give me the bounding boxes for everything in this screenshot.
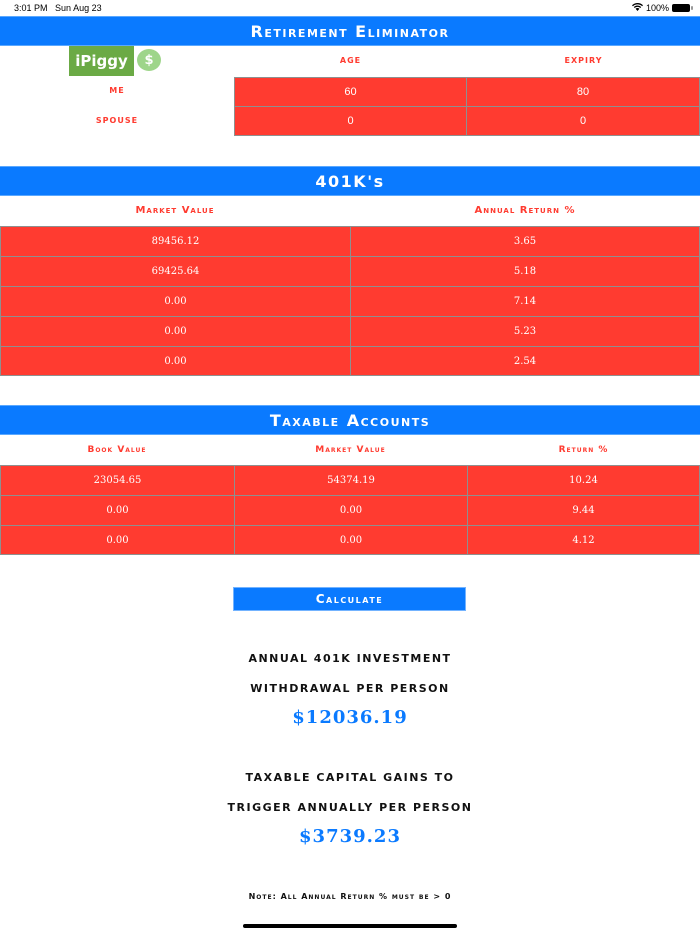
taxable-return-input-1[interactable]: 10.24: [467, 465, 700, 496]
dollar-icon: $: [144, 52, 154, 68]
logo-text: iPiggy: [75, 52, 128, 70]
calculate-button[interactable]: [233, 587, 466, 611]
401k-section-title: 401K's: [315, 171, 385, 191]
401k-market-value-input-4[interactable]: 0.00: [0, 316, 351, 347]
status-right: [632, 3, 690, 13]
taxable-section-bar: [0, 405, 700, 435]
withdrawal-label-line-1: ANNUAL 401K INVESTMENT: [248, 652, 452, 665]
401k-market-value-header: Market Value: [135, 205, 215, 216]
taxable-market-value-input-3[interactable]: 0.00: [234, 525, 468, 555]
401k-annual-return-input-2[interactable]: 5.18: [350, 256, 700, 287]
taxable-section-title: Taxable Accounts: [269, 410, 431, 430]
401k-market-value-input-1[interactable]: 89456.12: [0, 226, 351, 257]
note-text: Note: All Annual Return % must be > 0: [248, 892, 452, 901]
app-title: Retirement Eliminator: [250, 21, 450, 41]
taxable-book-value-header: Book Value: [87, 445, 147, 455]
calculate-label: Calculate: [315, 592, 384, 606]
status-bar: [0, 0, 700, 16]
taxable-market-value-input-2[interactable]: 0.00: [234, 495, 468, 526]
taxable-book-value-input-1[interactable]: 23054.65: [0, 465, 235, 496]
401k-section-bar: [0, 166, 700, 196]
me-expiry-input[interactable]: 80: [466, 77, 700, 107]
spouse-age-input[interactable]: 0: [234, 106, 467, 136]
capital-gains-value: $3739.23: [299, 826, 401, 847]
date-text: Sun Aug 23: [55, 3, 102, 13]
401k-market-value-input-5[interactable]: 0.00: [0, 346, 351, 376]
withdrawal-value: $12036.19: [292, 707, 408, 728]
status-time: [14, 3, 102, 13]
taxable-return-input-3[interactable]: 4.12: [467, 525, 700, 555]
401k-annual-return-input-3[interactable]: 7.14: [350, 286, 700, 317]
spouse-label: SPOUSE: [95, 116, 139, 125]
home-indicator[interactable]: [243, 924, 457, 928]
401k-annual-return-input-1[interactable]: 3.65: [350, 226, 700, 257]
ipiggy-logo: [69, 46, 134, 76]
withdrawal-label-line-2: WITHDRAWAL PER PERSON: [250, 682, 450, 695]
401k-annual-return-input-5[interactable]: 2.54: [350, 346, 700, 376]
expiry-column-header: EXPIRY: [564, 56, 603, 65]
wifi-icon: [632, 3, 643, 13]
battery-icon: [672, 4, 690, 12]
401k-annual-return-input-4[interactable]: 5.23: [350, 316, 700, 347]
taxable-market-value-input-1[interactable]: 54374.19: [234, 465, 468, 496]
me-label: ME: [109, 86, 125, 95]
time-text: 3:01 PM: [14, 3, 48, 13]
401k-market-value-input-2[interactable]: 69425.64: [0, 256, 351, 287]
taxable-market-value-header: Market Value: [315, 445, 386, 455]
taxable-return-header: Return %: [558, 445, 609, 455]
401k-annual-return-header: Annual Return %: [474, 205, 576, 216]
taxable-book-value-input-2[interactable]: 0.00: [0, 495, 235, 526]
app-title-bar: [0, 16, 700, 46]
401k-market-value-input-3[interactable]: 0.00: [0, 286, 351, 317]
taxable-book-value-input-3[interactable]: 0.00: [0, 525, 235, 555]
taxable-return-input-2[interactable]: 9.44: [467, 495, 700, 526]
battery-percent: 100%: [645, 3, 669, 13]
capital-gains-label-line-1: TAXABLE CAPITAL GAINS TO: [245, 771, 455, 784]
piggy-bank-icon: [137, 49, 161, 71]
me-age-input[interactable]: 60: [234, 77, 467, 107]
capital-gains-label-line-2: TRIGGER ANNUALLY PER PERSON: [227, 801, 473, 814]
age-column-header: AGE: [339, 56, 362, 65]
spouse-expiry-input[interactable]: 0: [466, 106, 700, 136]
